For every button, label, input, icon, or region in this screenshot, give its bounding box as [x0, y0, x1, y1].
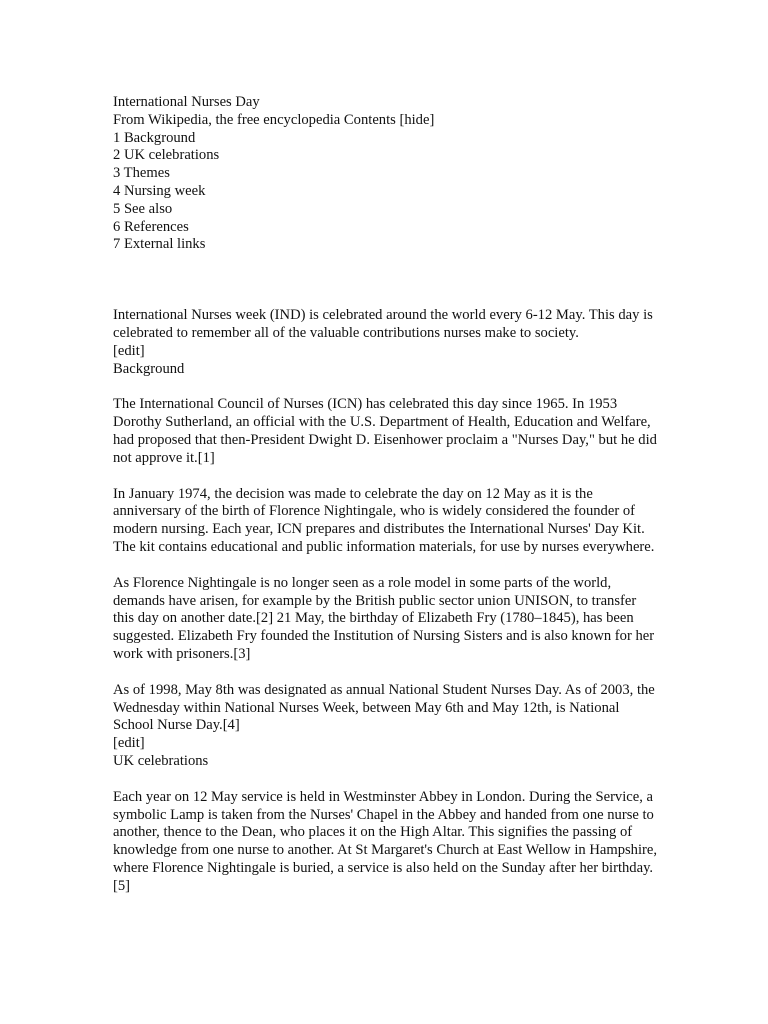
intro-paragraph: International Nurses week (IND) is celebrated around the world every 6-12 May. This day is celebrated to remember all of the valuable contributions nurses make to society.: [113, 307, 653, 341]
background-paragraph-3: As Florence Nightingale is no longer seen as a role model in some parts of the world, demands have arisen, for example by the British public sector union UNISON, to transfer this day on another date.[2] 21 May, the birthday of Elizabeth Fry (1780–1845), has been suggested. Elizabeth Fry founded the Institution of Nursing Sisters and is also known for her work with prisoners.[3]: [113, 574, 655, 662]
section-heading-background: Background: [113, 360, 185, 377]
document-page: [113, 94, 658, 895]
spacer: [113, 254, 658, 307]
toc-item-background[interactable]: 1 Background: [113, 129, 196, 146]
toc-item-references[interactable]: 6 References: [113, 218, 189, 235]
background-paragraph-2: In January 1974, the decision was made to celebrate the day on 12 May as it is the anniversary of the birth of Florence Nightingale, who is widely considered the founder of modern nursing. Each year, ICN prepares and distributes the International Nurses' Day Kit. The kit contains educational and public information materials, for use by nurses everywhere.: [113, 485, 655, 555]
toc-item-see-also[interactable]: 5 See also: [113, 200, 173, 217]
edit-link-background[interactable]: [edit]: [113, 342, 145, 359]
section-heading-uk-celebrations: UK celebrations: [113, 752, 209, 769]
table-of-contents: [113, 130, 658, 255]
background-paragraph-4: As of 1998, May 8th was designated as annual National Student Nurses Day. As of 2003, the Wednesday within National Nurses Week, between May 6th and May 12th, is National School Nurse Day.[4]: [113, 681, 655, 734]
background-paragraph-1: The International Council of Nurses (ICN) has celebrated this day since 1965. In 1953 Dorothy Sutherland, an official with the U.S. Department of Health, Education and Welfare, had proposed that then-President Dwight D. Eisenhower proclaim a "Nurses Day," but he did not approve it.[1]: [113, 396, 657, 466]
toc-item-external-links[interactable]: 7 External links: [113, 236, 206, 253]
toc-item-themes[interactable]: 3 Themes: [113, 165, 170, 182]
toc-item-nursing-week[interactable]: 4 Nursing week: [113, 182, 206, 199]
page-title: International Nurses Day: [113, 94, 260, 110]
page-subtitle: From Wikipedia, the free encyclopedia Contents [hide]: [113, 111, 435, 128]
uk-paragraph-1: Each year on 12 May service is held in Westminster Abbey in London. During the Service, a symbolic Lamp is taken from the Nurses' Chapel in the Abbey and handed from one nurse to another, thence to the Dean, who places it on the High Altar. This signifies the passing of knowledge from one nurse to another. At St Margaret's Church at East Wellow in Hampshire, where Florence Nightingale is buried, a service is also held on the Sunday after her birthday.[5]: [113, 788, 658, 894]
toc-item-uk-celebrations[interactable]: 2 UK celebrations: [113, 147, 220, 164]
edit-link-uk-celebrations[interactable]: [edit]: [113, 735, 145, 752]
